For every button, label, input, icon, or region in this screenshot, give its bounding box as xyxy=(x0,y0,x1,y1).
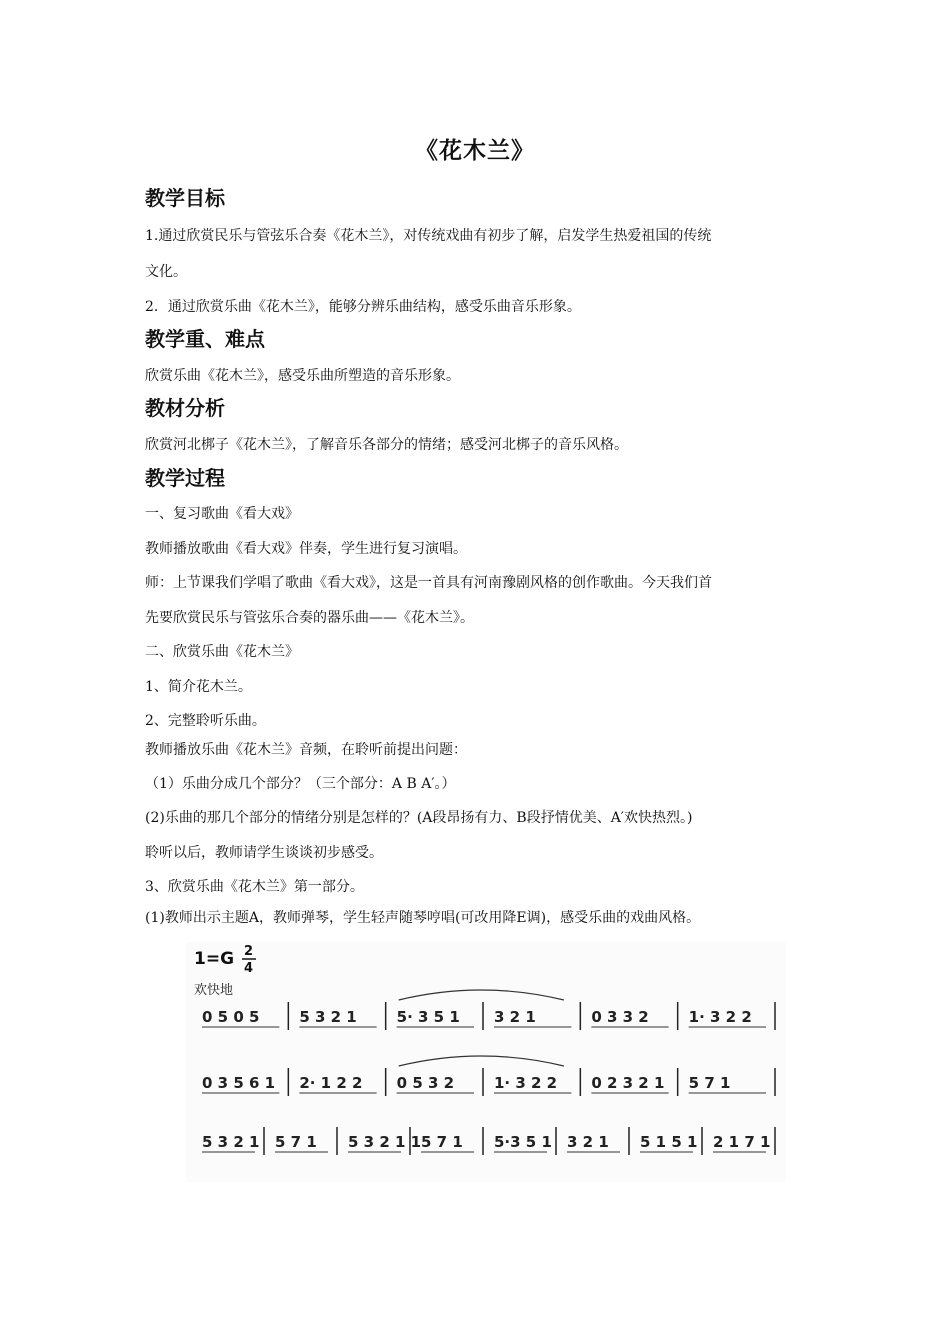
goal-line-2: 文化。 xyxy=(145,264,187,280)
goal-line-1: 1.通过欣赏民乐与管弦乐合奏《花木兰》，对传统戏曲有初步了解，启发学生热爱祖国的传统 xyxy=(145,228,712,244)
process-line: 1、简介花木兰。 xyxy=(145,679,252,695)
process-line: 2、完整聆听乐曲。 xyxy=(145,713,266,729)
score-time-top: 2 xyxy=(244,944,254,959)
score-measure: 2· 1 2 2 xyxy=(299,1074,363,1092)
score-measure: 5 3 2 1 xyxy=(299,1008,357,1026)
score-measure: 5 3 2 1 xyxy=(202,1133,260,1151)
heading-goals: 教学目标 xyxy=(145,186,225,210)
heading-analysis: 教材分析 xyxy=(145,396,225,420)
score-measure: 2 1 7 1 xyxy=(713,1133,771,1151)
score-measure: 1· 3 2 2 xyxy=(494,1074,558,1092)
process-line: (1)教师出示主题A，教师弹琴，学生轻声随琴哼唱(可改用降E调)，感受乐曲的戏曲风格。 xyxy=(145,910,701,926)
score-measure: 5 7 1 xyxy=(688,1074,731,1092)
score-slur xyxy=(399,990,564,1000)
process-line: （1）乐曲分成几个部分？（三个部分：A B A′。） xyxy=(145,776,456,792)
score-time-bottom: 4 xyxy=(244,961,254,976)
process-line: 师：上节课我们学唱了歌曲《看大戏》，这是一首具有河南豫剧风格的创作歌曲。今天我们首 xyxy=(145,575,712,591)
score-key: 1=G xyxy=(194,949,235,969)
heading-process: 教学过程 xyxy=(145,466,225,490)
heading-keypoints: 教学重、难点 xyxy=(145,327,265,351)
score-measure: 1· 3 2 2 xyxy=(688,1008,752,1026)
document-title: 《花木兰》 xyxy=(415,138,535,164)
score-measure: 0 3 3 2 xyxy=(591,1008,649,1026)
process-line: (2)乐曲的那几个部分的情绪分别是怎样的？(A段昂扬有力、B段抒情优美、A′欢快热烈。) xyxy=(145,810,693,826)
score-measure: 0 5 0 5 xyxy=(202,1008,260,1026)
score-measure: 5·3 5 1 xyxy=(494,1133,552,1151)
score-measure: 0 3 5 6 1 xyxy=(202,1074,276,1092)
score-measure: 3 2 1 xyxy=(567,1133,609,1151)
process-line: 二、欣赏乐曲《花木兰》 xyxy=(145,644,299,660)
score-measure: 5· 3 5 1 xyxy=(396,1008,460,1026)
score-slur xyxy=(399,1056,564,1066)
score-measure: 0 2 3 2 1 xyxy=(591,1074,665,1092)
keypoints-text: 欣赏乐曲《花木兰》，感受乐曲所塑造的音乐形象。 xyxy=(145,368,460,384)
score-tempo: 欢快地 xyxy=(194,983,234,998)
score-measure: 3 2 1 xyxy=(494,1008,536,1026)
goal-line-3: 2．通过欣赏乐曲《花木兰》，能够分辨乐曲结构，感受乐曲音乐形象。 xyxy=(145,299,581,315)
process-line: 聆听以后，教师请学生谈谈初步感受。 xyxy=(145,845,383,861)
process-line: 先要欣赏民乐与管弦乐合奏的器乐曲——《花木兰》。 xyxy=(145,610,474,626)
score-measure: 5 1 5 1 xyxy=(640,1133,698,1151)
score-rows xyxy=(202,990,775,1155)
process-line: 3、欣赏乐曲《花木兰》第一部分。 xyxy=(145,879,364,895)
process-line: 教师播放乐曲《花木兰》音频，在聆听前提出问题： xyxy=(145,742,467,758)
score-svg xyxy=(186,942,786,1182)
analysis-text: 欣赏河北梆子《花木兰》，了解音乐各部分的情绪；感受河北梆子的音乐风格。 xyxy=(145,437,628,453)
music-score-image xyxy=(186,942,786,1182)
score-measure: 5 7 1 xyxy=(421,1133,463,1151)
process-line: 教师播放歌曲《看大戏》伴奏，学生进行复习演唱。 xyxy=(145,541,467,557)
score-measure: 5 3 2 1 1 xyxy=(348,1133,422,1151)
process-line: 一、复习歌曲《看大戏》 xyxy=(145,506,299,522)
score-measure: 0 5 3 2 xyxy=(396,1074,455,1092)
score-measure: 5 7 1 xyxy=(275,1133,317,1151)
